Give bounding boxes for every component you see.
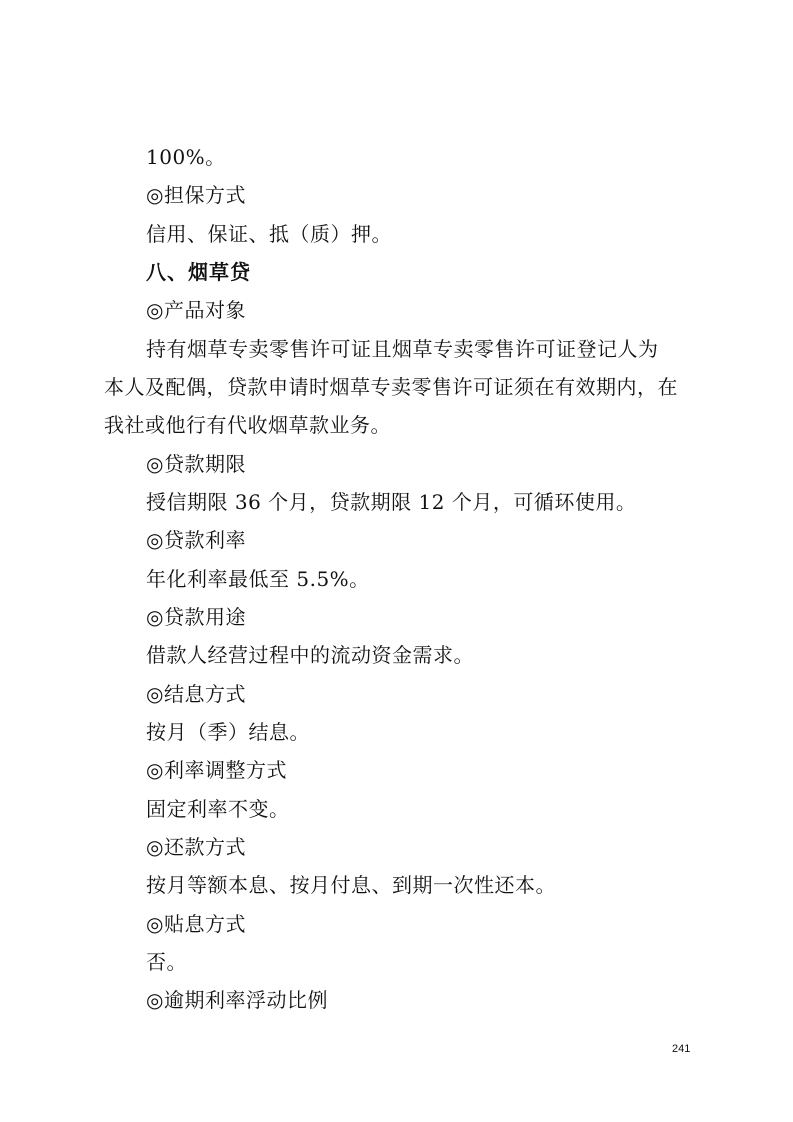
section-label-guarantee-method: ◎担保方式 xyxy=(146,183,246,207)
paragraph-rate-adjustment: 固定利率不变。 xyxy=(146,797,290,821)
paragraph-repayment-method: 按月等额本息、按月付息、到期一次性还本。 xyxy=(146,873,556,897)
paragraph-product-target-line3: 我社或他行有代收烟草款业务。 xyxy=(104,413,391,437)
paragraph-product-target-line1: 持有烟草专卖零售许可证且烟草专卖零售许可证登记人为 xyxy=(146,337,659,361)
section-label-loan-term: ◎贷款期限 xyxy=(146,452,246,476)
paragraph-subsidy-method: 否。 xyxy=(146,950,187,974)
paragraph-loan-term: 授信期限 36 个月，贷款期限 12 个月，可循环使用。 xyxy=(146,490,637,514)
paragraph-guarantee-method: 信用、保证、抵（质）押。 xyxy=(146,222,392,246)
paragraph-continuation: 100%。 xyxy=(146,145,226,169)
section-label-loan-purpose: ◎贷款用途 xyxy=(146,605,246,629)
section-label-repayment-method: ◎还款方式 xyxy=(146,835,246,859)
section-label-rate-adjustment: ◎利率调整方式 xyxy=(146,758,287,782)
paragraph-loan-rate: 年化利率最低至 5.5%。 xyxy=(146,567,370,591)
paragraph-loan-purpose: 借款人经营过程中的流动资金需求。 xyxy=(146,643,474,667)
section-label-overdue-rate: ◎逾期利率浮动比例 xyxy=(146,988,328,1012)
section-label-interest-settlement: ◎结息方式 xyxy=(146,682,246,706)
paragraph-interest-settlement: 按月（季）结息。 xyxy=(146,720,310,744)
section-heading: 八、烟草贷 xyxy=(146,260,251,284)
section-label-product-target: ◎产品对象 xyxy=(146,298,246,322)
page-number: 241 xyxy=(672,1043,691,1055)
section-label-loan-rate: ◎贷款利率 xyxy=(146,528,246,552)
paragraph-product-target-line2: 本人及配偶，贷款申请时烟草专卖零售许可证须在有效期内，在 xyxy=(104,375,678,399)
section-label-subsidy-method: ◎贴息方式 xyxy=(146,912,246,936)
